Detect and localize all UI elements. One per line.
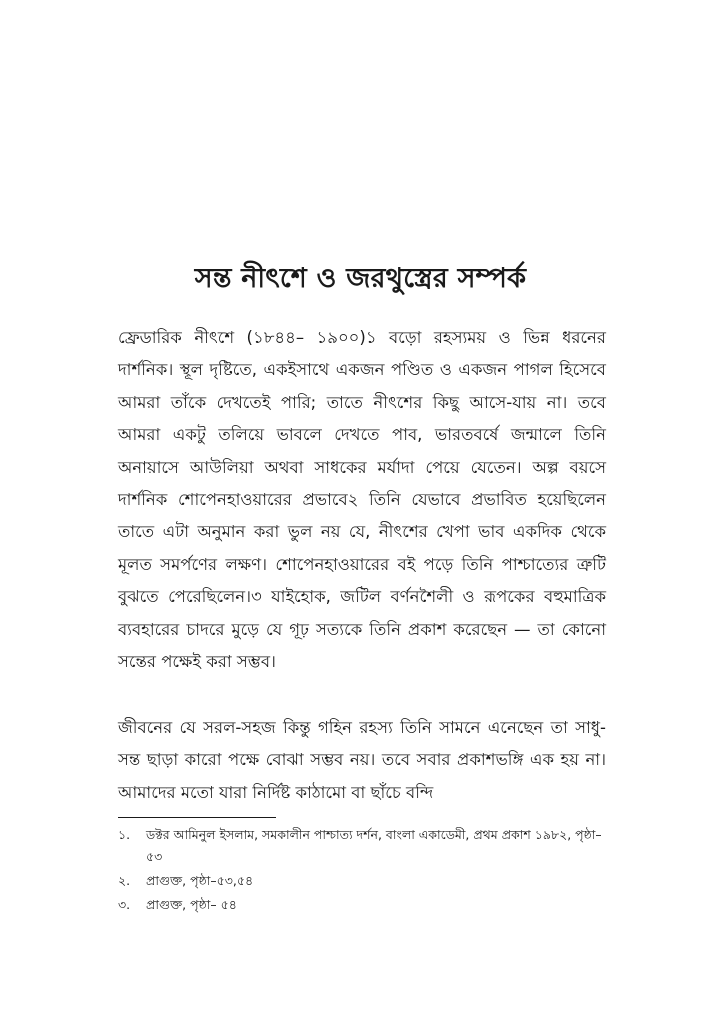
footnote-item xyxy=(118,824,606,868)
footnote-item xyxy=(118,894,606,916)
body-paragraph-1: ফ্রেডারিক নীৎশে (১৮৪৪– ১৯০০)১ বড়ো রহস্যময় ও ভিন্ন ধরনের দার্শনিক। স্থূল দৃষ্টিতে, একইসাথে একজন পণ্ডিত ও একজন পাগল হিসেবে আমরা তাঁকে দেখতেই পারি; তাতে নীৎশের কিছু আসে-যায় না। তবে আমরা একটু তলিয়ে ভাবলে দেখতে পাব, ভারতবর্ষে জন্মালে তিনি অনায়াসে আউলিয়া অথবা সাধকের মর্যাদা পেয়ে যেতেন। অল্প বয়সে দার্শনিক শোপেনহাওয়ারের প্রভাবে২ তিনি যেভাবে প্রভাবিত হয়েছিলেন তাতে এটা অনুমান করা ভুল নয় যে, নীৎশের খেপা ভাব একদিক থেকে মূলত সমর্পণের লক্ষণ। শোপেনহাওয়ারের বই পড়ে তিনি পাশ্চাত্যের ত্রুটি বুঝতে পেরেছিলেন।৩ যাইহোক, জটিল বর্ণনশৈলী ও রূপকের বহুমাত্রিক ব্যবহারের চাদরে মুড়ে যে গূঢ় সত্যকে তিনি প্রকাশ করেছেন — তা কোনো সন্তের পক্ষেই করা সম্ভব। xyxy=(118,328,606,672)
footnote-list xyxy=(118,824,606,918)
footnote-text: ডক্টর আমিনুল ইসলাম, সমকালীন পাশ্চাত্য দর্শন, বাংলা একাডেমী, প্রথম প্রকাশ ১৯৮২, পৃষ্ঠা– ৫৩ xyxy=(146,827,602,864)
chapter-title: সন্ত নীৎশে ও জরথুস্ত্রের সম্পর্ক xyxy=(194,263,527,294)
footnote-text: প্রাগুক্ত, পৃষ্ঠা– ৫৪ xyxy=(146,897,237,912)
footnote-item xyxy=(118,870,606,892)
footnote-text: প্রাগুক্ত, পৃষ্ঠা–৫৩,৫৪ xyxy=(146,873,254,888)
footnote-number: ১. xyxy=(118,827,131,842)
footnote-number: ৩. xyxy=(118,897,131,912)
footnote-number: ২. xyxy=(118,873,131,888)
footnote-divider xyxy=(118,817,276,818)
body-paragraph-2: জীবনের যে সরল-সহজ কিন্তু গহিন রহস্য তিনি সামনে এনেছেন তা সাধু-সন্ত ছাড়া কারো পক্ষে বোঝা সম্ভব নয়। তবে সবার প্রকাশভঙ্গি এক হয় না। আমাদের মতো যারা নির্দিষ্ট কাঠামো বা ছাঁচে বন্দি xyxy=(118,718,606,802)
